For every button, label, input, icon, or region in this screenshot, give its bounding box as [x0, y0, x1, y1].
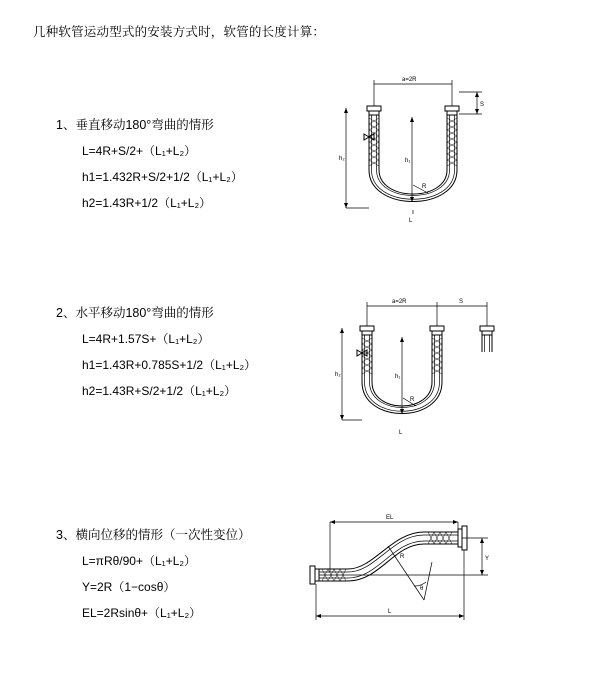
figure-1-top-dim: a=2R: [402, 77, 417, 83]
section-3-index: 3、: [56, 528, 76, 542]
section-3-line-3: EL=2Rsinθ+（L₁+L₂）: [82, 606, 202, 620]
section-1-line-3: h2=1.43R+1/2（L₁+L₂）: [82, 196, 212, 210]
figure-3-lateral-offset: [296, 502, 506, 652]
figure-3-angle: θ: [420, 586, 424, 592]
section-2-line-3: h2=1.43R+S/2+1/2（L₁+L₂）: [82, 384, 237, 398]
section-2-line-2: h1=1.43R+0.785S+1/2（L₁+L₂）: [82, 358, 257, 372]
figure-1-inner-dim: h₁: [405, 158, 411, 164]
section-2-heading: [56, 300, 256, 326]
page-title: 几种软管运动型式的安装方式时，软管的长度计算：: [33, 25, 326, 39]
section-3-line-1: L=πRθ/90+（L₁+L₂）: [82, 554, 197, 568]
figure-3-right-dim: Y: [485, 556, 490, 562]
formula-block-1: [56, 112, 243, 216]
section-1-title: 垂直移动180°弯曲的情形: [75, 118, 214, 132]
figure-2-inner-dim: h₁: [395, 374, 401, 380]
formula-block-3: [56, 522, 250, 626]
section-1-index: 1、: [56, 118, 76, 132]
section-1-heading: [56, 112, 243, 138]
section-1-line-1: L=4R+S/2+（L₁+L₂）: [82, 144, 197, 158]
section-2-line-1: L=4R+1.57S+（L₁+L₂）: [82, 332, 210, 346]
section-3-title: 横向位移的情形（一次性变位）: [75, 528, 251, 542]
figure-3-radius: R: [400, 554, 405, 560]
formula-block-2: [56, 300, 256, 404]
figure-2-radius: R: [410, 397, 415, 403]
figure-1-bottom: L: [409, 218, 413, 224]
section-3-line-2: Y=2R（1−cosθ）: [82, 580, 176, 594]
figure-1-right-dim: S: [480, 102, 485, 108]
figure-2-horizontal-180-bend: [312, 282, 512, 462]
figure-1-left-dim: h₂: [339, 156, 345, 162]
figure-1-vertical-180-bend: [312, 62, 512, 262]
section-1-line-2: h1=1.432R+S/2+1/2（L₁+L₂）: [82, 170, 243, 184]
figure-3-bottom: L: [388, 609, 392, 615]
figure-2-top-dim-2: S: [459, 299, 464, 305]
section-2-index: 2、: [56, 306, 76, 320]
figure-2-bottom: L: [399, 430, 403, 436]
figure-2-left-dim: h₂: [335, 372, 341, 378]
figure-2-top-dim: a=2R: [392, 299, 407, 305]
section-2-title: 水平移动180°弯曲的情形: [75, 306, 214, 320]
figure-1-radius: R: [422, 184, 427, 190]
figure-3-top-dim: EL: [386, 515, 394, 521]
section-3-heading: [56, 522, 250, 548]
